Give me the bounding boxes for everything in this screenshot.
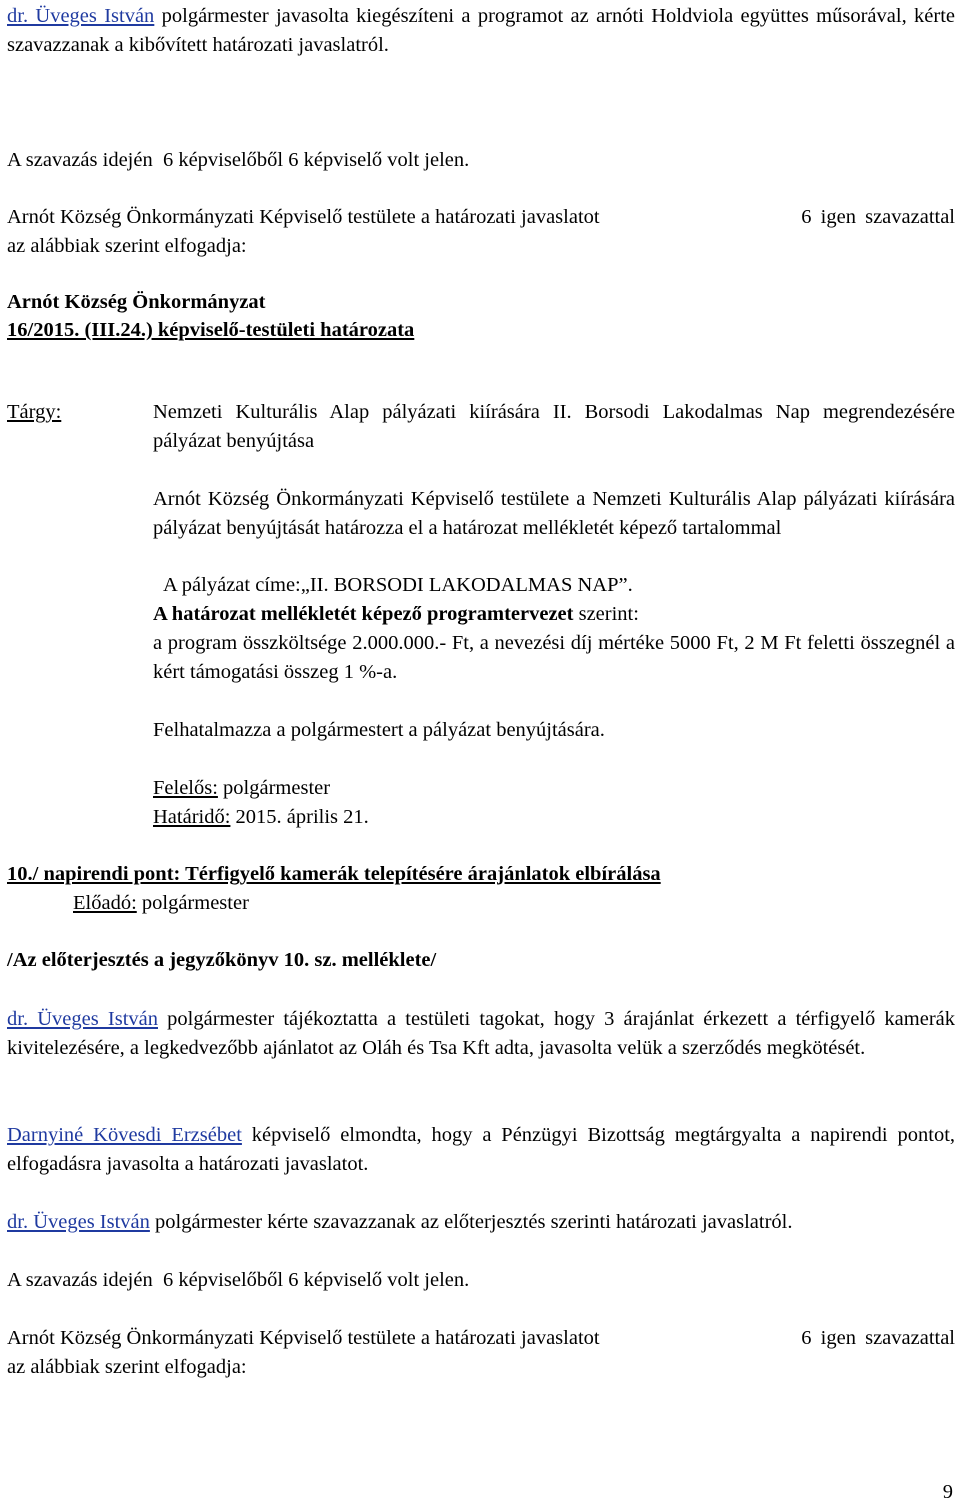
deadline-label: Határidő: xyxy=(153,806,231,828)
responsible-line xyxy=(153,774,955,803)
vote-line: Arnót Község Önkormányzati Képviselő testülete a határozati javaslatot xyxy=(7,1327,600,1349)
deadline-value: 2015. április 21. xyxy=(235,806,369,828)
vote-result: 6 igen szavazattal xyxy=(801,1327,955,1349)
presenter-line xyxy=(73,889,249,918)
presenter-value: polgármester xyxy=(141,892,249,914)
program-suffix: szerint: xyxy=(578,603,639,625)
resolution-number xyxy=(7,316,955,345)
program-label: A határozat mellékletét képező programtervezet xyxy=(153,603,574,625)
speaker-name: dr. Üveges István xyxy=(7,1211,150,1233)
resolution-number-text: 16/2015. (III.24.) képviselő-testületi határozata xyxy=(7,319,415,341)
vote-statement xyxy=(7,203,955,232)
speaker-name: Darnyiné Kövesdi Erzsébet xyxy=(7,1124,242,1146)
paragraph-text: képviselő elmondta, hogy a Pénzügyi Bizottság megtárgyalta a napirendi pontot, elfogadásra javasolta a határozati javaslatot. xyxy=(7,1124,956,1175)
application-title: A pályázat címe:„II. BORSODI LAKODALMAS NAP”. xyxy=(163,574,633,596)
program-line xyxy=(153,600,639,629)
intro-text: polgármester javasolta kiegészíteni a programot az arnóti Holdviola együttes műsorával, kérte szavazzanak a kibővített határozati javaslatról. xyxy=(7,5,955,56)
subject-text: Nemzeti Kulturális Alap pályázati kiírására II. Borsodi Lakodalmas Nap megrendezésére pályázat benyújtása xyxy=(153,401,955,452)
agenda-title xyxy=(7,860,955,889)
paragraph-mayor-report xyxy=(7,1005,955,1063)
annex-note: /Az előterjesztés a jegyzőkönyv 10. sz. melléklete/ xyxy=(7,949,437,971)
paragraph-text: polgármester kérte szavazzanak az előterjesztés szerinti határozati javaslatról. xyxy=(155,1211,793,1233)
deadline-line xyxy=(153,803,955,832)
resolution-body: Arnót Község Önkormányzati Képviselő testülete a Nemzeti Kulturális Alap pályázati kiírására pályázat benyújtását határozza el a határozat mellékletét képező tartalommal xyxy=(153,488,955,539)
vote-line: Arnót Község Önkormányzati Képviselő testülete a határozati javaslatot xyxy=(7,206,600,228)
responsible-label: Felelős: xyxy=(153,777,218,799)
vote-presence: A szavazás idején 6 képviselőből 6 képviselő volt jelen. xyxy=(7,1269,470,1291)
paragraph-committee xyxy=(7,1121,955,1179)
vote-result: 6 igen szavazattal xyxy=(801,206,955,228)
speaker-name: dr. Üveges István xyxy=(7,5,155,27)
program-cost: a program összköltsége 2.000.000.- Ft, a nevezési díj mértéke 5000 Ft, 2 M Ft feletti összegnél a kért támogatási összeg 1 %-a. xyxy=(153,632,955,683)
vote-line-2: az alábbiak szerint elfogadja: xyxy=(7,235,247,257)
resolution-org: Arnót Község Önkormányzat xyxy=(7,291,266,313)
paragraph-vote-request xyxy=(7,1208,955,1237)
page-number: 9 xyxy=(942,1481,953,1503)
vote-line-2: az alábbiak szerint elfogadja: xyxy=(7,1356,247,1378)
intro-paragraph xyxy=(7,2,955,60)
agenda-title-text: 10./ napirendi pont: Térfigyelő kamerák telepítésére árajánlatok elbírálása xyxy=(7,863,661,885)
authorization: Felhatalmazza a polgármestert a pályázat benyújtására. xyxy=(153,719,605,741)
speaker-name: dr. Üveges István xyxy=(7,1008,158,1030)
paragraph-text: polgármester tájékoztatta a testületi tagokat, hogy 3 árajánlat érkezett a térfigyelő kamerák kivitelezésére, a legkedvezőbb ajánlatot az Oláh és Tsa Kft adta, javasolta velük a szerződés megkötését. xyxy=(7,1008,956,1059)
responsible-value: polgármester xyxy=(223,777,331,799)
subject-label: Tárgy: xyxy=(7,401,62,423)
vote-statement xyxy=(7,1324,955,1353)
presenter-label: Előadó: xyxy=(73,892,137,914)
vote-presence: A szavazás idején 6 képviselőből 6 képviselő volt jelen. xyxy=(7,149,470,171)
